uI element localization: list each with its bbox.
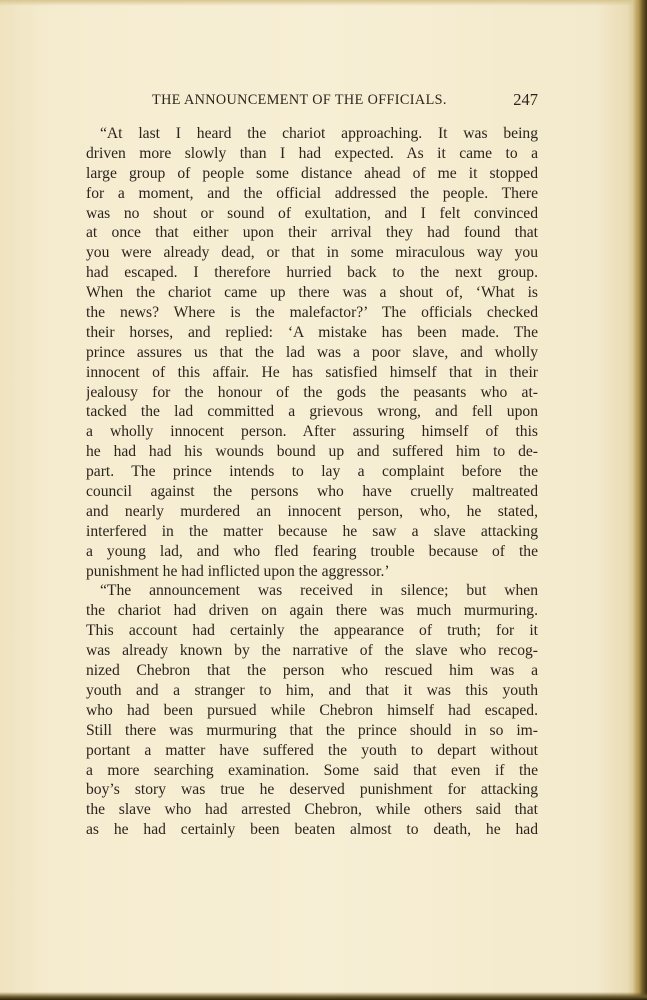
text-line: the slave who had arrested Chebron, while others said that	[86, 801, 538, 819]
book-binding-edge	[633, 0, 647, 1000]
text-line: at once that either upon their arrival they had found that	[86, 224, 538, 242]
text-line: council against the persons who have cruelly maltreated	[86, 483, 538, 501]
text-line: innocent of this affair. He has satisfied himself that in their	[86, 363, 538, 381]
text-line: When the chariot came up there was a shout of, ‘What is	[86, 284, 538, 302]
text-line: part. The prince intends to lay a complaint before the	[86, 463, 538, 481]
text-line: was no shout or sound of exultation, and I felt convinced	[86, 204, 538, 222]
page-header	[86, 90, 538, 114]
text-line: interfered in the matter because he saw a slave attacking	[86, 522, 538, 540]
body-text	[86, 124, 538, 840]
text-line: portant a matter have suffered the youth to depart without	[86, 741, 538, 759]
text-line: a more searching examination. Some said that even if the	[86, 761, 538, 779]
page-top-edge	[0, 0, 647, 6]
text-line: who had been pursued while Chebron himself had escaped.	[86, 701, 538, 719]
text-line: prince assures us that the lad was a poor slave, and wholly	[86, 343, 538, 361]
text-line: had escaped. I therefore hurried back to the next group.	[86, 264, 538, 282]
text-line: punishment he had inflicted upon the aggressor.’	[86, 562, 390, 580]
text-line: tacked the lad committed a grievous wrong, and fell upon	[86, 403, 538, 421]
text-line: Still there was murmuring that the prince should in so im-	[86, 721, 538, 739]
text-line: as he had certainly been beaten almost to death, he had	[86, 821, 538, 839]
text-line: driven more slowly than I had expected. As it came to a	[86, 144, 538, 162]
text-line: and nearly murdered an innocent person, who, he stated,	[86, 502, 538, 520]
text-line: their horses, and replied: ‘A mistake has been made. The	[86, 323, 538, 341]
text-line: jealousy for the honour of the gods the peasants who at-	[86, 383, 538, 401]
text-line: a wholly innocent person. After assuring himself of this	[86, 423, 538, 441]
running-title: THE ANNOUNCEMENT OF THE OFFICIALS.	[152, 92, 447, 108]
text-line: nized Chebron that the person who rescued him was a	[86, 662, 538, 680]
text-line: for a moment, and the official addressed the people. There	[86, 184, 538, 202]
text-line: a young lad, and who fled fearing trouble because of the	[86, 542, 538, 560]
text-line: “The announcement was received in silence; but when	[100, 582, 538, 600]
text-line: the news? Where is the malefactor?’ The officials checked	[86, 304, 538, 322]
text-line: boy’s story was true he deserved punishment for attacking	[86, 781, 538, 799]
text-line: youth and a stranger to him, and that it was this youth	[86, 681, 538, 699]
paragraph-2	[86, 581, 538, 840]
text-line: This account had certainly the appearance of truth; for it	[86, 622, 538, 640]
text-line: the chariot had driven on again there was much murmuring.	[86, 602, 538, 620]
text-line: was already known by the narrative of the slave who recog-	[86, 642, 538, 660]
text-line: large group of people some distance ahead of me it stopped	[86, 164, 538, 182]
paragraph-1	[86, 124, 538, 581]
page-number: 247	[513, 90, 538, 109]
text-line: you were already dead, or that in some miraculous way you	[86, 244, 538, 262]
text-line: “At last I heard the chariot approaching. It was being	[100, 125, 538, 142]
page-bottom-edge	[0, 992, 647, 1000]
text-line: he had had his wounds bound up and suffered him to de-	[86, 443, 538, 461]
